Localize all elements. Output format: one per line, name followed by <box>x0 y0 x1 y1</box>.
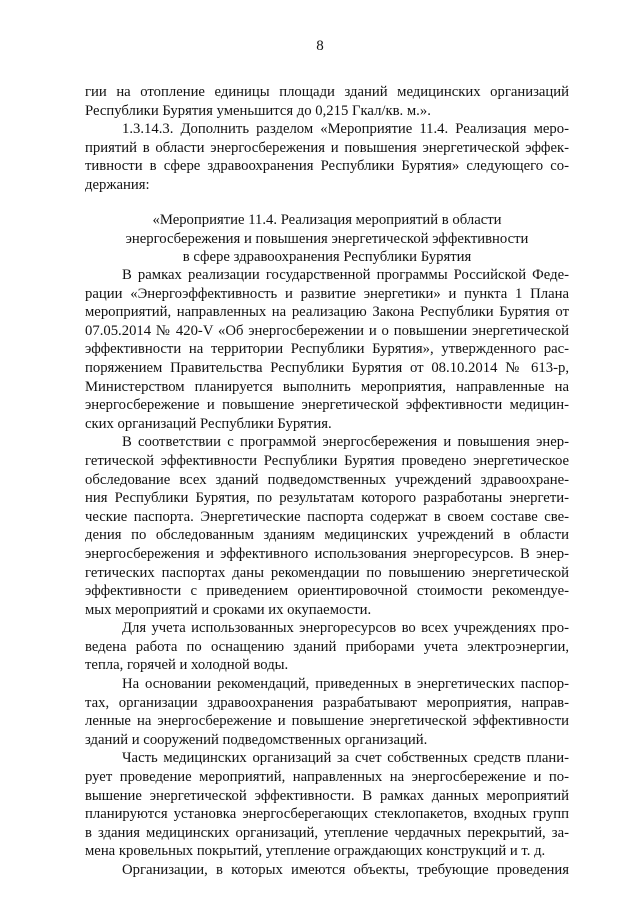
text-line: зданий и сооружений подведомственных организаций. <box>85 731 428 748</box>
text-line: вышение энергетической эффективности. В рамках данных мероприятий <box>85 787 569 804</box>
text-line: 07.05.2014 № 420-V «Об энергосбережении и о повышении энергетической <box>85 322 569 339</box>
page-number: 8 <box>316 38 324 54</box>
text-line: поряжением Правительства Республики Бурятия от 08.10.2014 № 613-р, <box>85 359 569 376</box>
paragraph <box>85 619 569 675</box>
section-heading <box>85 211 569 267</box>
heading-line: «Мероприятие 11.4. Реализация мероприятий в области <box>152 212 502 228</box>
text-line: энергосбережение и повышение энергетической эффективности медицин- <box>85 397 569 414</box>
intro-text <box>85 83 569 195</box>
text-line: тах, организации здравоохранения разрабатывают мероприятия, направ- <box>85 694 569 711</box>
paragraph <box>85 749 569 861</box>
text-line: рует проведение мероприятий, направленных на энергосбережение и по- <box>85 769 569 786</box>
text-line: приятий в области энергосбережения и повышения энергетической эффек- <box>85 139 569 156</box>
text-line: В рамках реализации государственной программы Российской Феде- <box>122 267 569 283</box>
paragraph <box>85 675 569 749</box>
paragraph <box>85 266 569 433</box>
text-line: гии на отопление единицы площади зданий медицинских организаций <box>85 84 569 100</box>
text-line: мероприятий, направленных на реализацию Закона Республики Бурятия от <box>85 304 569 321</box>
text-line: ния Республики Бурятия, по результатам которого разработаны энергети- <box>85 490 569 507</box>
text-line: ских организаций Республики Бурятия. <box>85 415 332 432</box>
text-line: тивности в сфере здравоохранения Республики Бурятия» следующего со- <box>85 158 569 175</box>
text-line: На основании рекомендаций, приведенных в энергетических паспор- <box>122 676 569 693</box>
text-line: мена кровельных покрытий, утепление ограждающих конструкций и т. д. <box>85 843 546 860</box>
text-line: обследование всех зданий подведомственных учреждений здравоохране- <box>85 471 569 488</box>
text-line: рации «Энергоэффективность и развитие энергетики» и пункта 1 Плана <box>85 285 569 302</box>
text-line: В соответствии с программой энергосбережения и повышения энер- <box>122 434 569 451</box>
text-line: тепла, горячей и холодной воды. <box>85 657 289 674</box>
text-line: планируются установка энергосберегающих стеклопакетов, входных групп <box>85 806 569 823</box>
heading-line: в сфере здравоохранения Республики Бурятия <box>182 249 472 266</box>
paragraph <box>85 120 569 194</box>
paragraph <box>85 433 569 619</box>
text-line: ческие паспорта. Энергетические паспорта содержат в своем составе све- <box>85 508 569 525</box>
text-line: Организации, в которых имеются объекты, требующие проведения <box>122 862 569 878</box>
text-line: в здания медицинских организаций, утепление чердачных перекрытий, за- <box>85 824 569 841</box>
text-line: энергосбережения и эффективного использования энергоресурсов. В энер- <box>85 545 569 562</box>
text-line: гетической эффективности Республики Бурятия проведено энергетическое <box>85 452 569 469</box>
text-line: Министерством планируется выполнить мероприятия, направленные на <box>85 378 569 395</box>
heading-line: энергосбережения и повышения энергетической эффективности <box>125 230 529 247</box>
paragraph <box>85 83 569 120</box>
text-line: Часть медицинских организаций за счет собственных средств плани- <box>122 750 569 767</box>
text-line: ведена работа по оснащению зданий приборами учета электроэнергии, <box>85 638 569 655</box>
text-line: ленные на энергосбережение и повышение энергетической эффективности <box>85 713 569 730</box>
paragraph <box>85 861 569 880</box>
text-line: держания: <box>85 176 150 193</box>
body-text <box>85 266 569 880</box>
text-line: Республики Бурятия уменьшится до 0,215 Гкал/кв. м.». <box>85 102 431 119</box>
text-line: дения по обследованным зданиям медицинских учреждений в области <box>85 527 569 544</box>
text-line: эффективности с приведением ориентировочной стоимости рекомендуе- <box>85 583 569 600</box>
text-line: Для учета использованных энергоресурсов во всех учреждениях про- <box>122 620 569 637</box>
text-line: мых мероприятий и сроками их окупаемости. <box>85 601 372 618</box>
text-line: эффективности на территории Республики Бурятия», утвержденного рас- <box>85 341 569 358</box>
text-line: 1.3.14.3. Дополнить разделом «Мероприятие 11.4. Реализация меро- <box>122 121 569 138</box>
text-line: гетических паспортах даны рекомендации по повышению энергетической <box>85 564 569 581</box>
